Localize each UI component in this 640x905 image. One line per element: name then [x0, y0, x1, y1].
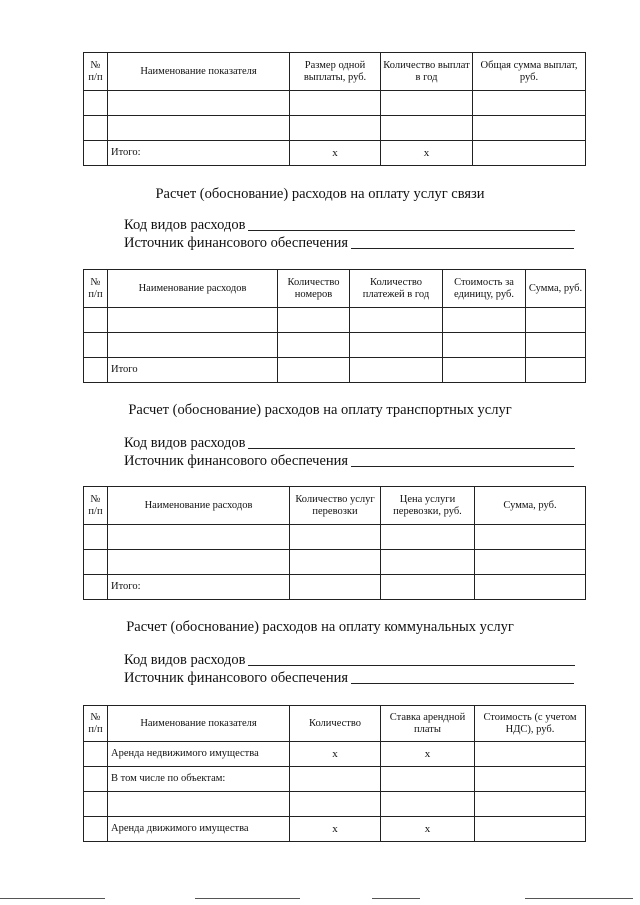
col-header-name: Наименование показателя [108, 706, 290, 742]
table-cell [475, 742, 586, 767]
row-rate: x [381, 742, 475, 767]
table-cell [84, 550, 108, 575]
funding-source-field [124, 670, 574, 687]
table-cell [84, 525, 108, 550]
table-cell [290, 792, 381, 817]
expense-code-label: Код видов расходов [124, 435, 246, 451]
table-cell [473, 91, 586, 116]
col-header-name: Наименование показателя [108, 53, 290, 91]
col-header-payments-per-year: Количество выплат в год [381, 53, 473, 91]
col-header-total-sum: Общая сумма выплат, руб. [473, 53, 586, 91]
col-header-payment-size: Размер одной выплаты, руб. [290, 53, 381, 91]
table-row [84, 308, 586, 333]
total-label: Итого: [108, 575, 290, 600]
table-payments [83, 52, 586, 166]
table-cell [381, 550, 475, 575]
col-header-number: № п/п [84, 487, 108, 525]
table-cell [290, 575, 381, 600]
table-cell [475, 767, 586, 792]
table-cell [350, 358, 443, 383]
total-row [84, 358, 586, 383]
col-header-name: Наименование расходов [108, 487, 290, 525]
col-header-number: № п/п [84, 53, 108, 91]
expense-code-field [124, 435, 575, 452]
footer-line [0, 897, 105, 899]
table-cell [290, 116, 381, 141]
table-row [84, 817, 586, 842]
row-name: Аренда недвижимого имущества [108, 742, 290, 767]
expense-code-line[interactable] [248, 447, 575, 449]
table-cell [108, 116, 290, 141]
table-row [84, 742, 586, 767]
funding-source-label: Источник финансового обеспечения [124, 670, 349, 686]
table-cell [526, 358, 586, 383]
table-row [84, 91, 586, 116]
table-utilities [83, 705, 586, 842]
total-label: Итого: [108, 141, 290, 166]
table-cell [381, 91, 473, 116]
col-header-sum: Сумма, руб. [475, 487, 586, 525]
table-cell [381, 116, 473, 141]
footer-line [372, 897, 420, 899]
row-qty: x [290, 742, 381, 767]
section-title-utilities: Расчет (обоснование) расходов на оплату коммунальных услуг [126, 619, 514, 635]
table-cell [381, 767, 475, 792]
table-cell [84, 116, 108, 141]
funding-source-field [124, 235, 574, 252]
table-cell [108, 525, 290, 550]
funding-source-line[interactable] [351, 682, 574, 684]
table-transport [83, 486, 586, 600]
table-cell [108, 333, 278, 358]
total-label: Итого [108, 358, 278, 383]
table-row [84, 525, 586, 550]
table-cell [84, 91, 108, 116]
col-header-rent-rate: Ставка арендной платы [381, 706, 475, 742]
table-cell [290, 550, 381, 575]
table-cell [350, 333, 443, 358]
table-cell [108, 550, 290, 575]
funding-source-field [124, 453, 574, 470]
table-row [84, 333, 586, 358]
total-row [84, 141, 586, 166]
expense-code-label: Код видов расходов [124, 652, 246, 668]
table-cell [290, 767, 381, 792]
table-cell [84, 767, 108, 792]
row-qty: x [290, 817, 381, 842]
table-cell [108, 91, 290, 116]
total-cell-payment-size: x [290, 141, 381, 166]
table-cell [381, 525, 475, 550]
table-cell [475, 817, 586, 842]
col-header-sum: Сумма, руб. [526, 270, 586, 308]
row-rate: x [381, 817, 475, 842]
table-row [84, 116, 586, 141]
table-cell [443, 308, 526, 333]
table-cell [84, 308, 108, 333]
table-cell [350, 308, 443, 333]
table-cell [381, 792, 475, 817]
table-cell [278, 308, 350, 333]
table-cell [526, 308, 586, 333]
section-title-communication: Расчет (обоснование) расходов на оплату услуг связи [155, 186, 485, 202]
funding-source-line[interactable] [351, 247, 574, 249]
table-row [84, 767, 586, 792]
col-header-numbers-count: Количество номеров [278, 270, 350, 308]
table-cell [108, 308, 278, 333]
table-row [84, 550, 586, 575]
footer-line [195, 897, 300, 899]
col-header-cost-with-vat: Стоимость (с учетом НДС), руб. [475, 706, 586, 742]
table-cell [84, 792, 108, 817]
table-cell [475, 550, 586, 575]
total-row [84, 575, 586, 600]
col-header-number: № п/п [84, 706, 108, 742]
table-cell [290, 525, 381, 550]
section-title-transport: Расчет (обоснование) расходов на оплату транспортных услуг [128, 402, 512, 418]
table-cell [381, 575, 475, 600]
col-header-unit-cost: Стоимость за единицу, руб. [443, 270, 526, 308]
table-cell [84, 358, 108, 383]
col-header-payments-per-year: Количество платежей в год [350, 270, 443, 308]
total-cell-payments-per-year: x [381, 141, 473, 166]
col-header-quantity: Количество [290, 706, 381, 742]
expense-code-field [124, 217, 575, 234]
table-cell [475, 575, 586, 600]
table-cell [473, 116, 586, 141]
row-name: Аренда движимого имущества [108, 817, 290, 842]
table-communication [83, 269, 586, 383]
funding-source-label: Источник финансового обеспечения [124, 235, 349, 251]
table-cell [526, 333, 586, 358]
table-cell [84, 742, 108, 767]
expense-code-line[interactable] [248, 664, 575, 666]
table-cell [473, 141, 586, 166]
col-header-transport-count: Количество услуг перевозки [290, 487, 381, 525]
table-cell [475, 525, 586, 550]
table-cell [475, 792, 586, 817]
expense-code-label: Код видов расходов [124, 217, 246, 233]
expense-code-field [124, 652, 575, 669]
table-cell [278, 333, 350, 358]
col-header-number: № п/п [84, 270, 108, 308]
footer-line [525, 897, 633, 899]
table-cell [108, 792, 290, 817]
col-header-transport-price: Цена услуги перевозки, руб. [381, 487, 475, 525]
table-cell [443, 358, 526, 383]
table-cell [84, 817, 108, 842]
expense-code-line[interactable] [248, 229, 575, 231]
table-cell [84, 333, 108, 358]
row-name: В том числе по объектам: [108, 767, 290, 792]
funding-source-label: Источник финансового обеспечения [124, 453, 349, 469]
funding-source-line[interactable] [351, 465, 574, 467]
table-cell [290, 91, 381, 116]
col-header-name: Наименование расходов [108, 270, 278, 308]
table-row [84, 792, 586, 817]
table-cell [84, 575, 108, 600]
table-cell [443, 333, 526, 358]
table-cell [84, 141, 108, 166]
table-cell [278, 358, 350, 383]
